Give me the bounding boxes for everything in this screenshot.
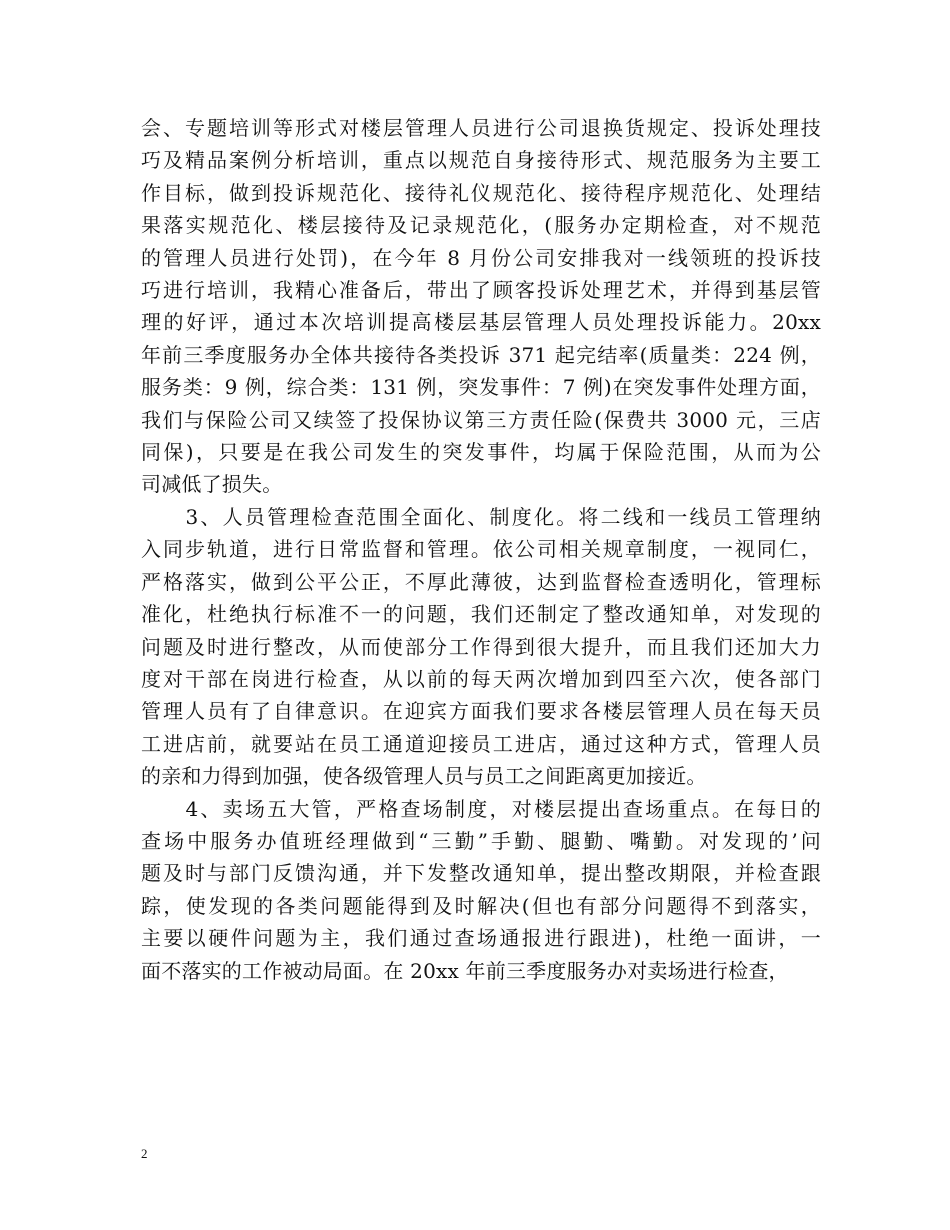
text-line: 主要以硬件问题为主，我们通过查场通报进行跟进)，杜绝一面讲，一 [141,926,821,951]
text-line: 作目标，做到投诉规范化、接待礼仪规范化、接待程序规范化、处理结 [141,180,821,205]
text-line: 查场中服务办值班经理做到“三勤”手勤、腿勤、嘴勤。对发现的’问 [141,828,821,853]
text-line: 问题及时进行整改，从而使部分工作得到很大提升，而且我们还加大力 [141,634,821,659]
text-line: 司减低了损失。 [141,472,283,497]
paragraph [141,501,821,793]
text-line: 度对干部在岗进行检查，从以前的每天两次增加到四至六次，使各部门 [141,666,821,691]
text-line: 年前三季度服务办全体共接待各类投诉 371 起完结率(质量类：224 例， [141,342,821,367]
body-text [141,112,821,987]
text-line: 同保)，只要是在我公司发生的突发事件，均属于保险范围，从而为公 [141,440,821,465]
text-line: 准化，杜绝执行标准不一的问题，我们还制定了整改通知单，对发现的 [141,602,821,627]
text-line: 的亲和力得到加强，使各级管理人员与员工之间距离更加接近。 [141,764,707,789]
text-line: 服务类：9 例，综合类：131 例，突发事件：7 例)在突发事件处理方面， [141,375,821,400]
text-line: 严格落实，做到公平公正，不厚此薄彼，达到监督检查透明化，管理标 [141,569,821,594]
text-line: 果落实规范化、楼层接待及记录规范化，(服务办定期检查，对不规范 [141,213,821,238]
text-line: 我们与保险公司又续签了投保协议第三方责任险(保费共 3000 元，三店 [141,407,821,432]
text-line: 踪，使发现的各类问题能得到及时解决(但也有部分问题得不到落实， [141,893,821,918]
text-line: 的管理人员进行处罚)，在今年 8 月份公司安排我对一线领班的投诉技 [141,245,821,270]
text-line: 入同步轨道，进行日常监督和管理。依公司相关规章制度，一视同仁， [141,537,821,562]
text-line: 题及时与部门反馈沟通，并下发整改通知单，提出整改期限，并检查跟 [141,861,821,886]
text-line: 巧进行培训，我精心准备后，带出了顾客投诉处理艺术，并得到基层管 [141,278,821,303]
text-line: 巧及精品案例分析培训，重点以规范自身接待形式、规范服务为主要工 [141,148,821,173]
text-line: 理的好评，通过本次培训提高楼层基层管理人员处理投诉能力。20xx [141,310,821,335]
paragraph [141,793,821,987]
text-line: 面不落实的工作被动局面。在 20xx 年前三季度服务办对卖场进行检查， [141,958,789,983]
text-line: 管理人员有了自律意识。在迎宾方面我们要求各楼层管理人员在每天员 [141,699,821,724]
page-number: 2 [141,1146,148,1161]
text-line: 工进店前，就要站在员工通道迎接员工进店，通过这种方式，管理人员 [141,731,821,756]
text-line: 4、卖场五大管，严格查场制度，对楼层提出查场重点。在每日的 [141,796,821,821]
text-line: 3、人员管理检查范围全面化、制度化。将二线和一线员工管理纳 [141,504,821,529]
paragraph [141,112,821,501]
text-line: 会、专题培训等形式对楼层管理人员进行公司退换货规定、投诉处理技 [141,116,821,140]
